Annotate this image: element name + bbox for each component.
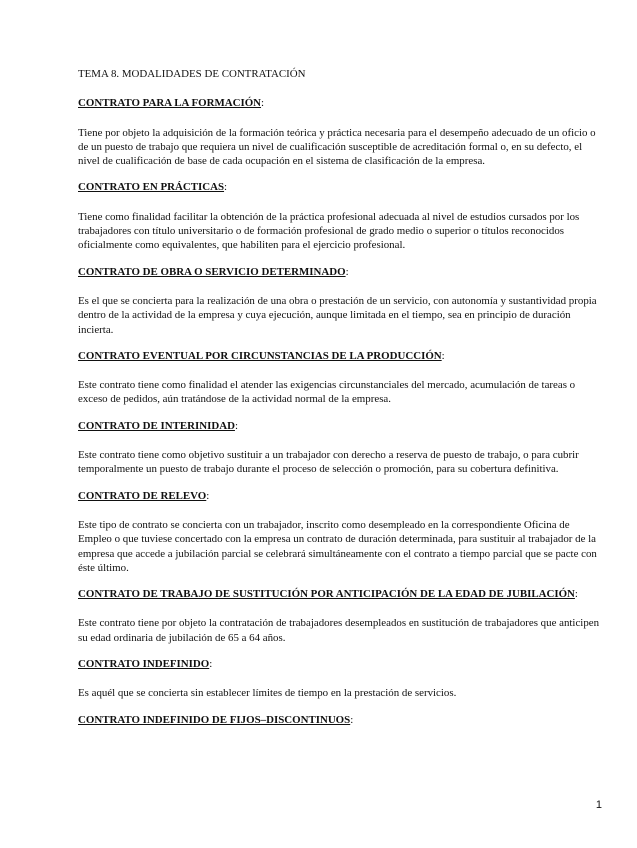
heading-colon: :	[350, 713, 354, 726]
heading-colon: :	[574, 588, 578, 601]
section-heading	[78, 349, 600, 363]
section-body: Este contrato tiene como objetivo sustituir a un trabajador con derecho a reserva de puesto de trabajo, o para cubrir temporalmente un puesto de trabajo durante el proceso de selección o promoción, para su cobertura definitiva.	[78, 449, 579, 476]
page-title: TEMA 8. MODALIDADES DE CONTRATACIÓN	[78, 68, 306, 80]
heading-colon: :	[209, 658, 213, 671]
section-heading-text: CONTRATO INDEFINIDO DE FIJOS–DISCONTINUOS	[78, 713, 351, 726]
section-fijos-discontinuos	[78, 713, 600, 727]
section-heading-text: CONTRATO DE INTERINIDAD	[78, 419, 235, 432]
section-heading-text: CONTRATO DE TRABAJO DE SUSTITUCIÓN POR ANTICIPACIÓN DE LA EDAD DE JUBILACIÓN	[78, 588, 575, 601]
section-body: Este contrato tiene por objeto la contratación de trabajadores desempleados en sustitución de trabajadores que anticipen su edad ordinaria de jubilación de 65 a 64 años.	[78, 617, 600, 644]
section-body: Tiene como finalidad facilitar la obtención de la práctica profesional adecuada al nivel de estudios cursados por los trabajadores con título universitario o de formación profesional de grado medio o superior o títulos reconocidos oficialmente como equivalentes, que habiliten para el ejercicio profesional.	[78, 210, 580, 252]
section-practicas	[78, 180, 600, 252]
section-heading	[78, 96, 600, 110]
section-heading	[78, 180, 600, 194]
page-number: 1	[595, 799, 602, 811]
section-heading	[78, 489, 600, 503]
section-heading-text: CONTRATO DE RELEVO	[78, 489, 207, 502]
heading-colon: :	[261, 97, 265, 110]
section-body: Es aquél que se concierta sin establecer límites de tiempo en la prestación de servicios.	[78, 687, 457, 700]
section-obra-servicio	[78, 265, 600, 337]
heading-colon: :	[441, 349, 445, 362]
section-formacion	[78, 96, 600, 168]
section-heading	[78, 265, 600, 279]
section-heading	[78, 713, 600, 727]
heading-colon: :	[206, 489, 210, 502]
section-body: Tiene por objeto la adquisición de la formación teórica y práctica necesaria para el desempeño adecuado de un oficio o de un puesto de trabajo que requiera un nivel de cualificación susceptible de acreditación formal o, en su defecto, el nivel de cualificación de base de cada ocupación en el sistema de clasificación de la empresa.	[78, 126, 596, 168]
section-heading	[78, 587, 600, 601]
section-body: Este tipo de contrato se concierta con un trabajador, inscrito como desempleado en la correspondiente Oficina de Empleo o que tuviese concertado con la empresa un contrato de duración determinada, para sustituir al trabajador de la empresa que accede a jubilación parcial se celebrará simultáneamente con el contrato a tiempo parcial que se pacte con éste último.	[78, 518, 597, 574]
section-heading-text: CONTRATO PARA LA FORMACIÓN	[78, 97, 262, 110]
heading-colon: :	[234, 419, 238, 432]
section-heading-text: CONTRATO EN PRÁCTICAS	[78, 181, 225, 194]
section-body: Este contrato tiene como finalidad el atender las exigencias circunstanciales del mercado, acumulación de tareas o exceso de pedidos, aún tratándose de la actividad normal de la empresa.	[78, 379, 576, 406]
heading-colon: :	[345, 265, 349, 278]
section-heading-text: CONTRATO EVENTUAL POR CIRCUNSTANCIAS DE LA PRODUCCIÓN	[78, 349, 442, 362]
section-heading	[78, 419, 600, 433]
section-heading	[78, 657, 600, 671]
section-heading-text: CONTRATO INDEFINIDO	[78, 658, 210, 671]
section-sustitucion-jubilacion	[78, 587, 600, 645]
section-interinidad	[78, 419, 600, 477]
heading-colon: :	[224, 181, 228, 194]
section-body: Es el que se concierta para la realización de una obra o prestación de un servicio, con autonomía y sustantividad propia dentro de la actividad de la empresa y cuya ejecución, aunque limitada en el tiempo, sea en principio de duración incierta.	[78, 294, 597, 336]
section-indefinido	[78, 657, 600, 701]
section-eventual	[78, 349, 600, 407]
document-content	[78, 67, 600, 742]
section-heading-text: CONTRATO DE OBRA O SERVICIO DETERMINADO	[78, 265, 346, 278]
section-relevo	[78, 489, 600, 575]
